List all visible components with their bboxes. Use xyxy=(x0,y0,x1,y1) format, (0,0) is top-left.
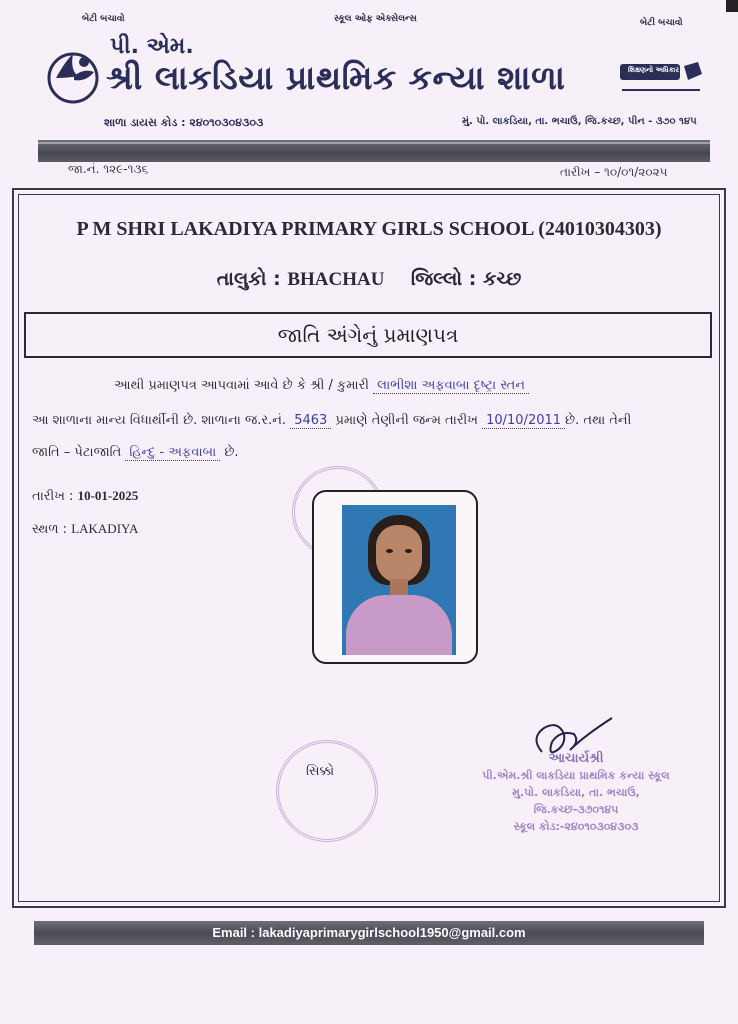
student-photo xyxy=(342,505,456,655)
principal-stamp xyxy=(470,750,682,835)
line3-suffix: છે. xyxy=(224,445,239,460)
issue-place xyxy=(32,521,138,537)
stamp-line-2: મુ.પો. લાકડિયા, તા. ભચાઉ, જિ.કચ્છ-૩૭૦૧૪૫ xyxy=(512,786,640,816)
caste-value: હિન્દુ - અફવાબા xyxy=(125,445,220,461)
birth-date: 10/10/2011 xyxy=(482,413,565,429)
gr-number: 5463 xyxy=(290,413,331,429)
stamp-line-3: સ્કૂલ કોડ:-૨૪૦૧૦૩૦૪૩૦૩ xyxy=(513,820,639,833)
corner-mark xyxy=(726,0,738,12)
issue-date-value: 10-01-2025 xyxy=(77,488,139,503)
line1-prefix: આથી પ્રમાણપત્ર આપવામાં આવે છે કે શ્રી / કુમારી xyxy=(114,378,370,393)
line2-prefix: આ શાળાના માન્ય વિધાર્થીની છે. શાળાના જ.ર.નં. xyxy=(32,413,287,428)
header-divider-band xyxy=(38,140,710,162)
body-line-1 xyxy=(114,378,529,393)
taluka-label: તાલુકો : xyxy=(216,268,281,290)
school-title: શ્રી લાકડિયા પ્રાથમિક કન્યા શાળા xyxy=(106,58,566,97)
body-line-3 xyxy=(32,445,239,460)
taluka-district-line xyxy=(0,268,738,291)
school-logo-icon xyxy=(44,48,102,104)
footer-email: Email : lakadiyaprimarygirlschool1950@gmail.com xyxy=(212,925,526,940)
stamp-title: આચાર્યશ્રી xyxy=(548,751,604,766)
issue-date xyxy=(32,488,138,504)
body-line-2 xyxy=(32,413,631,428)
certificate-title: જાતિ અંગેનું પ્રમાણપત્ર xyxy=(24,312,712,358)
line2-mid: પ્રમાણે તેણીની જન્મ તારીખ xyxy=(335,413,478,428)
line2-suffix: છે. તથા તેની xyxy=(565,413,632,428)
header-date: તારીખ – ૧૦/૦૧/૨૦૨૫ xyxy=(560,165,668,179)
seal-label: સિક્કો xyxy=(306,764,335,779)
header-left-tag: બેટી બચાવો xyxy=(82,14,125,24)
pm-label: પી. એમ. xyxy=(110,34,194,59)
right-logo-text: શિક્ષણનો અધિકાર xyxy=(628,66,680,74)
reference-number: જા.નં. ૧૨૯-૧૩૬ xyxy=(68,162,149,176)
line3-prefix: જાતિ – પેટાજાતિ xyxy=(32,445,122,460)
school-address: મું. પો. લાકડિયા, તા. ભચાઉ, જિ.કચ્છ, પીન - ૩૭૦ ૧૪૫ xyxy=(462,116,697,127)
header-right-tag: બેટી બચાવો xyxy=(640,18,683,28)
school-name-english: P M SHRI LAKADIYA PRIMARY GIRLS SCHOOL (24010304303) xyxy=(76,218,662,240)
place-value: LAKADIYA xyxy=(71,521,139,536)
taluka-value: BHACHAU xyxy=(287,269,385,290)
header-center-tag: સ્કૂલ ઓફ એક્સેલન્સ xyxy=(334,14,417,24)
district-label: જિલ્લો : xyxy=(410,268,477,290)
place-label: સ્થળ : xyxy=(32,522,68,537)
issue-date-label: તારીખ : xyxy=(32,489,74,504)
district-value: કચ્છ xyxy=(483,268,522,290)
right-to-education-logo xyxy=(618,60,704,100)
student-name: લાભીશા અફવાબા દૃષ્ટ્રા સ્તન xyxy=(373,378,529,394)
faint-seal-bottom xyxy=(276,740,378,842)
stamp-line-1: પી.એમ.શ્રી લાકડિયા પ્રાથમિક કન્યા સ્કૂલ xyxy=(482,769,670,782)
dice-code: શાળા ડાયસ કોડ : ૨૪૦૧૦૩૦૪૩૦૩ xyxy=(104,116,264,129)
